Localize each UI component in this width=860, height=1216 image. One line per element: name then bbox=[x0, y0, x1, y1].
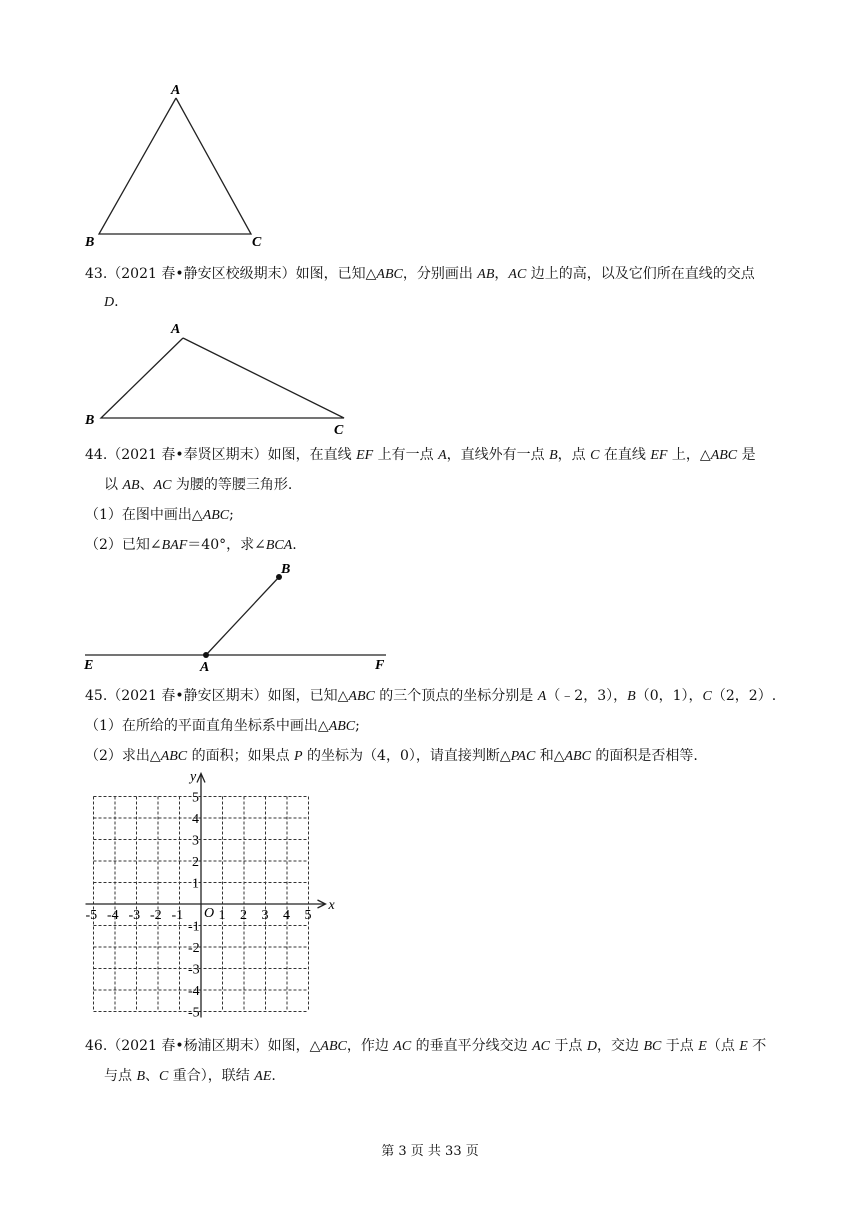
q44-line1 bbox=[85, 445, 756, 466]
q45-coord-b: （0，1）， bbox=[635, 688, 703, 704]
q43-abc: ABC bbox=[376, 267, 403, 282]
y-tick-label: 5 bbox=[192, 790, 199, 806]
y-tick-label: -1 bbox=[188, 919, 200, 935]
q45-point-p: P bbox=[294, 749, 303, 764]
q45-abc: ABC bbox=[328, 719, 356, 734]
q44-abc: ABC bbox=[710, 448, 738, 463]
q44-text: ＝40°，求∠ bbox=[187, 537, 266, 553]
q44-ef: EF bbox=[356, 448, 374, 463]
q44-ac: AC bbox=[153, 478, 172, 493]
q44-b: B bbox=[549, 448, 558, 463]
q45-abc: ABC bbox=[348, 689, 375, 704]
q46-text: 于点 bbox=[549, 1038, 587, 1054]
q43-ac: AC bbox=[508, 267, 527, 282]
q44-text: （2）已知∠ bbox=[85, 537, 162, 553]
y-tick-label: -2 bbox=[188, 941, 200, 956]
q45-text: 的面积；如果点 bbox=[187, 748, 295, 764]
q44-angle-bca: BCA bbox=[265, 538, 293, 553]
q45-point-a: A bbox=[537, 689, 547, 704]
q45-coord-c: （2，2）. bbox=[711, 688, 777, 704]
label-b: B bbox=[281, 562, 291, 577]
q46-text: 与点 bbox=[104, 1068, 137, 1084]
q46-text: 重合），联结 bbox=[168, 1068, 255, 1084]
q45-text: ; bbox=[355, 718, 360, 734]
label-e: E bbox=[84, 658, 94, 672]
q44-ef: EF bbox=[650, 448, 668, 463]
q43-text: 如图，已知△ bbox=[295, 266, 377, 282]
q44-text: 上，△ bbox=[667, 447, 711, 463]
q44-text: 上有一点 bbox=[373, 447, 439, 463]
x-tick-label: 2 bbox=[240, 908, 247, 923]
q44-abc: ABC bbox=[202, 508, 230, 523]
q44-part1 bbox=[85, 505, 234, 526]
y-tick-label: -3 bbox=[188, 962, 200, 978]
q45-number: 45. bbox=[85, 688, 108, 704]
y-tick-label: -5 bbox=[188, 1005, 200, 1021]
q43-d: D bbox=[104, 295, 115, 310]
q44-text: ，点 bbox=[557, 447, 591, 463]
label-b: B bbox=[85, 235, 95, 250]
q44-text: 是 bbox=[737, 447, 756, 463]
x-tick-label: -2 bbox=[150, 908, 162, 923]
q46-d: D bbox=[586, 1039, 598, 1054]
q45-abc: ABC bbox=[160, 749, 188, 764]
y-tick-label: 4 bbox=[192, 812, 199, 827]
x-tick-label: 3 bbox=[261, 908, 269, 923]
q45-abc: ABC bbox=[564, 749, 591, 764]
figure-line-ef bbox=[80, 560, 400, 672]
q43-line1 bbox=[85, 264, 755, 285]
q44-c: C bbox=[590, 448, 600, 463]
q46-source: （2021 春•杨浦区期末） bbox=[107, 1038, 268, 1054]
q46-text: 于点 bbox=[661, 1038, 699, 1054]
q46-text: （点 bbox=[706, 1038, 740, 1054]
q45-point-b: B bbox=[627, 689, 636, 704]
q44-text: ，直线外有一点 bbox=[446, 447, 550, 463]
q46-text: 的垂直平分线交边 bbox=[411, 1038, 533, 1054]
y-tick-label: -4 bbox=[188, 984, 200, 999]
label-a: A bbox=[200, 660, 210, 672]
q46-line2 bbox=[104, 1066, 276, 1087]
q43-text: ， bbox=[494, 266, 509, 282]
q46-text: 如图，△ bbox=[267, 1038, 321, 1054]
q44-text: （1）在图中画出△ bbox=[85, 507, 203, 523]
q44-text: 以 bbox=[104, 477, 123, 493]
q44-text: 、 bbox=[139, 477, 154, 493]
q43-source: （2021 春•静安区校级期末） bbox=[107, 266, 296, 282]
q44-a: A bbox=[438, 448, 447, 463]
q45-part2 bbox=[85, 746, 698, 767]
label-c: C bbox=[334, 423, 344, 438]
q45-text: 和△ bbox=[535, 748, 565, 764]
q44-text: . bbox=[292, 537, 297, 553]
q43-text: . bbox=[114, 294, 119, 310]
q46-line1 bbox=[85, 1036, 766, 1057]
y-tick-label: 2 bbox=[192, 855, 199, 870]
q43-number: 43. bbox=[85, 266, 108, 282]
q44-text: 在直线 bbox=[599, 447, 651, 463]
q44-source: （2021 春•奉贤区期末） bbox=[107, 447, 268, 463]
q45-part1 bbox=[85, 716, 360, 737]
label-c: C bbox=[252, 235, 262, 250]
x-tick-label: 5 bbox=[304, 908, 312, 923]
q45-line1 bbox=[85, 686, 776, 707]
y-tick-label: 3 bbox=[192, 833, 199, 849]
x-tick-label: 1 bbox=[218, 908, 226, 923]
q43-text: ，分别画出 bbox=[402, 266, 478, 282]
q46-e: E bbox=[739, 1039, 748, 1054]
q46-text: ，作边 bbox=[346, 1038, 394, 1054]
q45-point-c: C bbox=[702, 689, 712, 704]
q45-text: 的三个顶点的坐标分别是 bbox=[374, 688, 538, 704]
q46-ac: AC bbox=[532, 1039, 550, 1054]
q46-ac: AC bbox=[393, 1039, 412, 1054]
x-tick-label: -5 bbox=[85, 908, 98, 923]
label-f: F bbox=[375, 658, 385, 672]
page-footer: 第 3 页 共 33 页 bbox=[381, 1144, 479, 1159]
q43-line2 bbox=[104, 292, 119, 313]
q45-coord-a: （﹣2，3）， bbox=[546, 688, 628, 704]
x-tick-label: -3 bbox=[128, 908, 141, 923]
q44-text: 如图，在直线 bbox=[267, 447, 357, 463]
q45-source: （2021 春•静安区期末） bbox=[107, 688, 268, 704]
q46-c: C bbox=[159, 1069, 169, 1084]
q46-b: B bbox=[136, 1069, 146, 1084]
q46-text: 不 bbox=[747, 1038, 767, 1054]
q45-text: 的面积是否相等. bbox=[590, 748, 698, 764]
q45-text: （2）求出△ bbox=[85, 748, 161, 764]
q45-text: 的坐标为（4，0），请直接判断△ bbox=[302, 748, 511, 764]
q44-number: 44. bbox=[85, 447, 108, 463]
q46-number: 46. bbox=[85, 1038, 108, 1054]
figure-triangle-1 bbox=[80, 78, 270, 250]
label-a: A bbox=[171, 83, 181, 98]
q43-text: 边上的高，以及它们所在直线的交点 bbox=[526, 266, 755, 282]
q44-text: ; bbox=[229, 507, 234, 523]
q44-part2 bbox=[85, 535, 297, 556]
q46-text: 、 bbox=[145, 1068, 160, 1084]
y-tick-label: 1 bbox=[192, 876, 199, 892]
q46-bc: BC bbox=[643, 1039, 662, 1054]
coordinate-grid bbox=[80, 770, 340, 1025]
q45-text: （1）在所给的平面直角坐标系中画出△ bbox=[85, 718, 329, 734]
q44-text: 为腰的等腰三角形. bbox=[171, 477, 293, 493]
label-a: A bbox=[171, 322, 181, 337]
q44-angle-baf: BAF bbox=[161, 538, 188, 553]
q45-pac: PAC bbox=[510, 749, 536, 764]
x-tick-label: 4 bbox=[283, 908, 290, 923]
figure-triangle-2 bbox=[80, 318, 370, 438]
y-axis-label: y bbox=[190, 770, 197, 785]
origin-label: O bbox=[204, 906, 215, 921]
q43-ab: AB bbox=[477, 267, 495, 282]
q45-text: 如图，已知△ bbox=[267, 688, 349, 704]
q46-text: . bbox=[271, 1068, 276, 1084]
x-tick-label: -4 bbox=[107, 908, 119, 923]
q46-ae: AE bbox=[254, 1069, 272, 1084]
q44-line2 bbox=[104, 475, 292, 496]
q46-e: E bbox=[698, 1039, 707, 1054]
q46-text: ，交边 bbox=[597, 1038, 644, 1054]
q44-ab: AB bbox=[122, 478, 140, 493]
x-tick-label: -1 bbox=[171, 908, 184, 923]
q46-abc: ABC bbox=[320, 1039, 347, 1054]
x-axis-label: x bbox=[328, 898, 335, 913]
label-b: B bbox=[85, 413, 95, 428]
